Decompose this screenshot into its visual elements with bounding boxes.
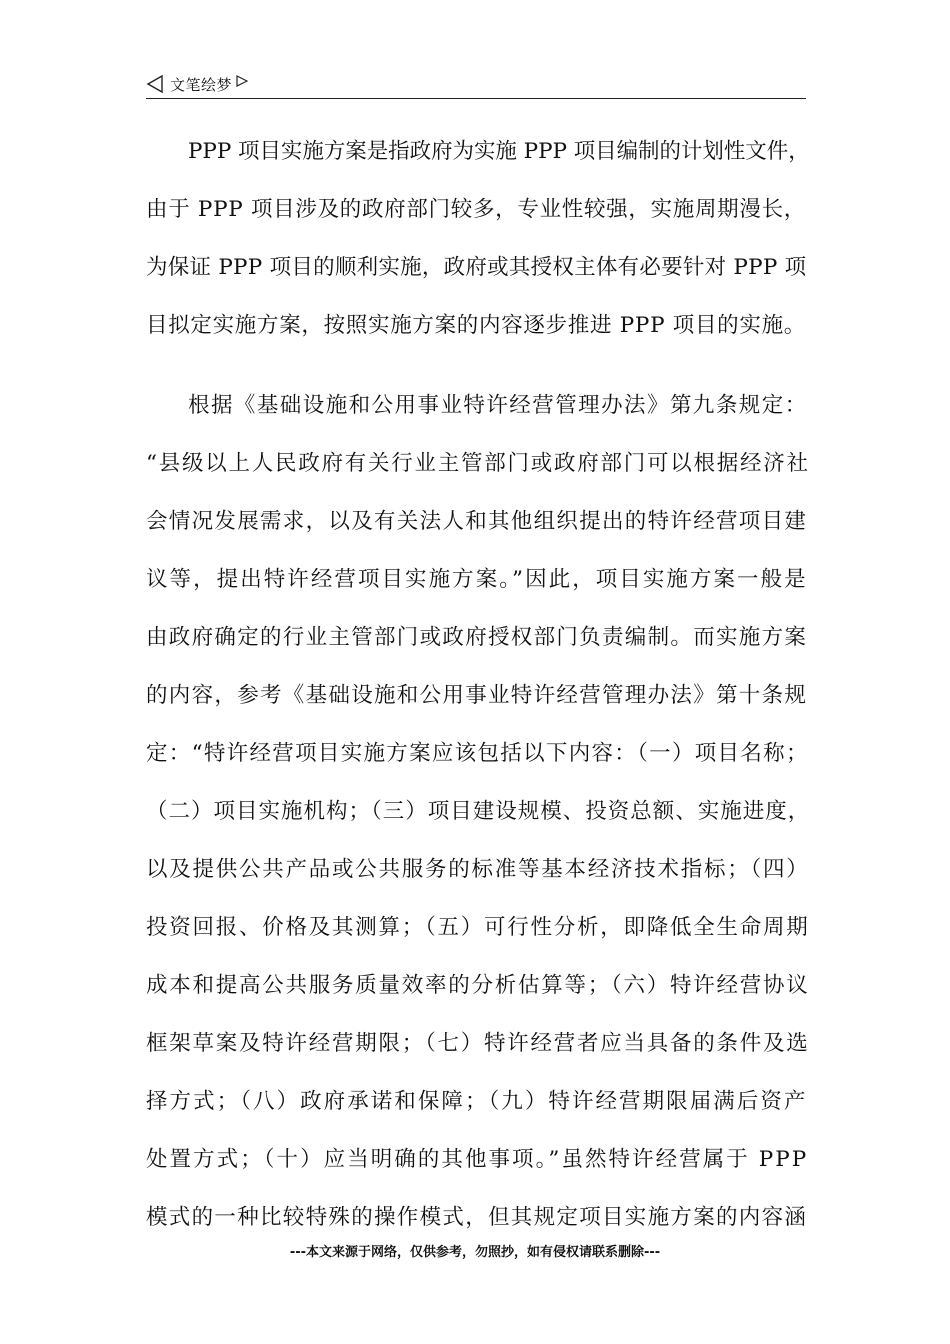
text-line: 会情况发展需求，以及有关法人和其他组织提出的特许经营项目建 xyxy=(146,509,808,534)
text-line: “县级以上人民政府有关行业主管部门或政府部门可以根据经济社 xyxy=(146,451,810,476)
text-line: 议等，提出特许经营项目实施方案。”因此，项目实施方案一般是 xyxy=(146,567,808,592)
text-line: 框架草案及特许经营期限；（七）特许经营者应当具备的条件及选 xyxy=(146,1031,810,1056)
triangle-left-icon xyxy=(146,75,164,93)
text-line: 根据《基础设施和公用事业特许经营管理办法》第九条规定： xyxy=(188,393,808,418)
text-line: 投资回报、价格及其测算；（五）可行性分析，即降低全生命周期 xyxy=(146,915,810,940)
text-line: 成本和提高公共服务质量效率的分析估算等；（六）特许经营协议 xyxy=(146,973,810,998)
header-title: 文笔绘梦 xyxy=(170,76,233,94)
paragraph-2 xyxy=(146,384,810,1254)
text-line: 目拟定实施方案，按照实施方案的内容逐步推进 PPP 项目的实施。 xyxy=(146,313,806,338)
text-line: 为保证 PPP 项目的顺利实施，政府或其授权主体有必要针对 PPP 项 xyxy=(146,255,807,280)
text-line: （二）项目实施机构；（三）项目建设规模、投资总额、实施进度， xyxy=(146,799,811,824)
text-line: 处置方式；（十）应当明确的其他事项。”虽然特许经营属于 PPP xyxy=(146,1147,809,1172)
text-line: 由于 PPP 项目涉及的政府部门较多，专业性较强，实施周期漫长， xyxy=(146,197,806,222)
paragraph-1 xyxy=(146,130,810,362)
page-header xyxy=(146,72,806,99)
triangle-right-icon xyxy=(236,75,248,87)
text-line: 的内容，参考《基础设施和公用事业特许经营管理办法》第十条规 xyxy=(146,683,808,708)
text-line: 择方式；（八）政府承诺和保障；（九）特许经营期限届满后资产 xyxy=(146,1089,808,1114)
text-line: 模式的一种比较特殊的操作模式，但其规定项目实施方案的内容涵 xyxy=(146,1205,808,1230)
text-line: 以及提供公共产品或公共服务的标准等基本经济技术指标；（四） xyxy=(146,857,810,882)
footer-disclaimer: ---本文来源于网络，仅供参考，勿照抄，如有侵权请联系删除--- xyxy=(289,1245,661,1260)
text-line: 由政府确定的行业主管部门或政府授权部门负责编制。而实施方案 xyxy=(146,625,808,650)
document-body xyxy=(146,130,810,1254)
text-line: 定：“特许经营项目实施方案应该包括以下内容：（一）项目名称； xyxy=(146,741,809,766)
text-line: PPP 项目实施方案是指政府为实施 PPP 项目编制的计划性文件， xyxy=(188,139,810,164)
